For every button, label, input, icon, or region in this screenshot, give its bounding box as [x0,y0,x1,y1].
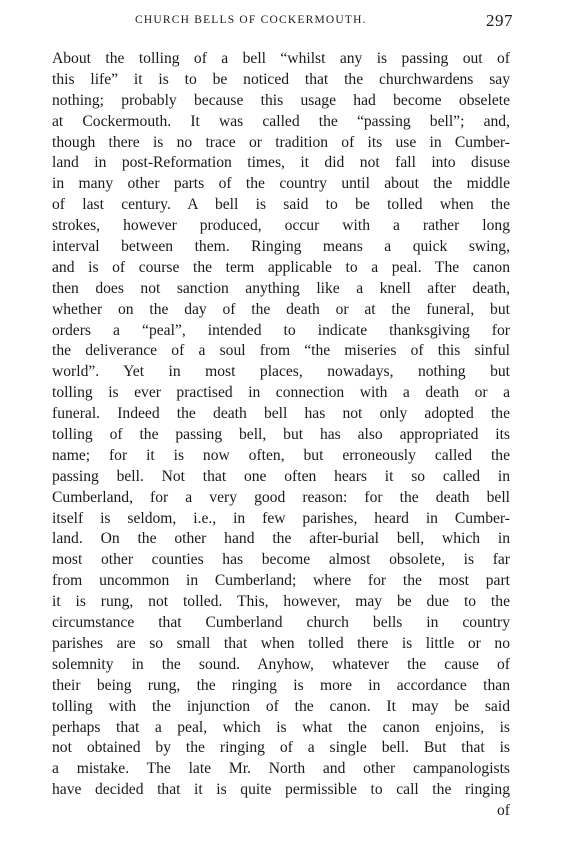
text-line: their being rung, the ringing is more in accordance than [52,676,510,694]
text-line: a mistake. The late Mr. North and other campanologists [52,760,510,778]
text-line: whether on the day of the death or at the funeral, but [52,300,510,318]
text-line: tolling with the injunction of the canon. It may be said [52,697,510,715]
text-line: this life” it is to be noticed that the churchwardens say [52,70,510,88]
text-line: at Cockermouth. It was called the “passing bell”; and, [52,112,510,130]
text-line: parishes are so small that when tolled there is little or no [52,634,510,652]
text-line: orders a “peal”, intended to indicate thanksgiving for [52,321,510,339]
text-line: itself is seldom, i.e., in few parishes, heard in Cumber- [52,509,510,527]
text-line: strokes, however produced, occur with a rather long [52,217,510,235]
text-line: About the tolling of a bell “whilst any is passing out of [52,50,510,67]
text-line: Cumberland, for a very good reason: for the death bell [52,488,510,506]
text-line: the deliverance of a soul from “the miseries of this sinful [52,342,510,360]
body-text [52,49,510,822]
text-line: in many other parts of the country until about the middle [52,175,510,193]
text-line: and is of course the term applicable to a peal. The canon [52,258,510,276]
page-number: 297 [486,11,513,30]
text-line: from uncommon in Cumberland; where for the most part [52,572,510,590]
text-line: nothing; probably because this usage had become obselete [52,91,510,109]
text-line: passing bell. Not that one often hears it so called in [52,467,510,485]
text-line: it is rung, not tolled. This, however, may be due to the [52,593,510,611]
text-line: perhaps that a peal, which is what the canon enjoins, is [52,718,510,736]
text-line: tolling of the passing bell, but has also appropriated its [52,426,510,444]
running-head: CHURCH BELLS OF COCKERMOUTH. [135,14,367,26]
text-line: have decided that it is quite permissible to call the ringing [52,781,510,799]
text-line: though there is no trace or tradition of its use in Cumber- [52,133,510,151]
text-line: funeral. Indeed the death bell has not only adopted the [52,405,510,423]
text-line: land in post-Reformation times, it did not fall into disuse [52,154,510,172]
text-line: world”. Yet in most places, nowadays, nothing but [52,363,510,381]
text-line: solemnity in the sound. Anyhow, whatever the cause of [52,655,510,673]
text-line: circumstance that Cumberland church bells in country [52,614,510,632]
text-line: tolling is ever practised in connection with a death or a [52,384,510,402]
catchword: of [497,802,510,820]
text-line: then does not sanction anything like a knell after death, [52,279,510,297]
text-line: name; for it is now often, but erroneously called the [52,446,510,464]
text-line: of last century. A bell is said to be tolled when the [52,196,510,214]
text-line: not obtained by the ringing of a single bell. But that is [52,739,510,757]
text-line: most other counties has become almost obsolete, is far [52,551,510,569]
text-line: land. On the other hand the after-burial bell, which in [52,530,510,548]
text-line: interval between them. Ringing means a quick swing, [52,238,510,256]
